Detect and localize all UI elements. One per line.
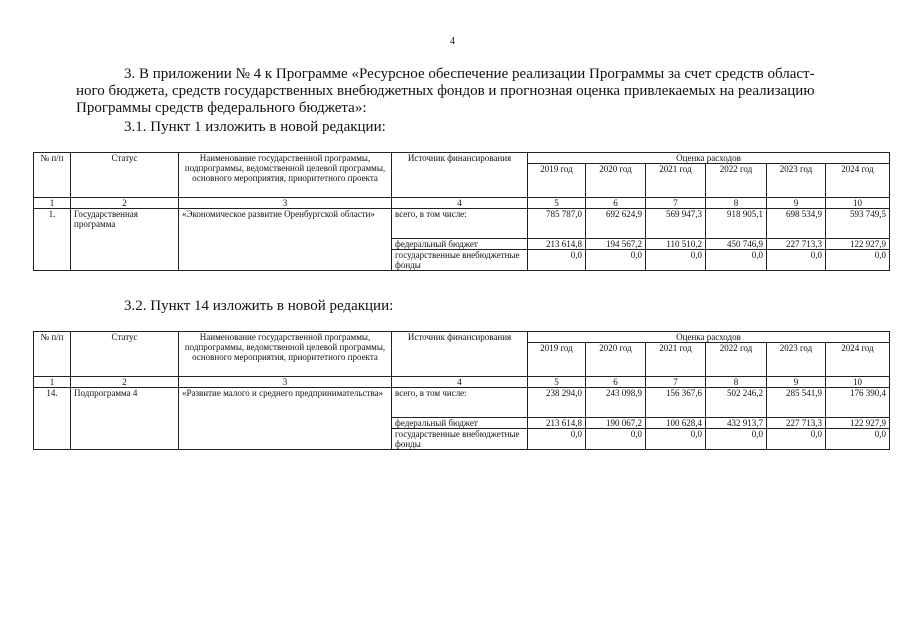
header-year-2023: 2023 год: [767, 343, 826, 377]
value-cell: 122 927,9: [826, 239, 890, 250]
value-cell: 213 614,8: [528, 418, 586, 429]
header-status: Статус: [71, 153, 179, 198]
col-number: 10: [826, 377, 890, 388]
value-cell: 0,0: [826, 250, 890, 271]
header-year-2019: 2019 год: [528, 343, 586, 377]
header-year-2020: 2020 год: [586, 343, 646, 377]
value-cell: 692 624,9: [586, 209, 646, 239]
col-number: 3: [179, 198, 392, 209]
value-cell: 0,0: [586, 429, 646, 450]
header-year-2022: 2022 год: [706, 164, 767, 198]
value-cell: 238 294,0: [528, 388, 586, 418]
value-cell: 0,0: [586, 250, 646, 271]
row-status: Подпрограмма 4: [71, 388, 179, 450]
value-cell: 502 246,2: [706, 388, 767, 418]
value-cell: 0,0: [528, 250, 586, 271]
col-number: 10: [826, 198, 890, 209]
value-cell: 176 390,4: [826, 388, 890, 418]
col-number: 4: [392, 198, 528, 209]
header-name: Наименование государственной программы, подпрограммы, ведомственной целевой программы, основного мероприятия, приоритетного проекта: [179, 153, 392, 198]
row-name: «Развитие малого и среднего предпринимательства»: [179, 388, 392, 450]
header-estimate: Оценка расходов: [528, 153, 890, 164]
col-number: 9: [767, 198, 826, 209]
intro-line-1: 3. В приложении № 4 к Программе «Ресурсное обеспечение реализации Программы за счет средств област-: [124, 66, 815, 82]
col-number: 4: [392, 377, 528, 388]
value-cell: 243 098,9: [586, 388, 646, 418]
value-cell: 432 913,7: [706, 418, 767, 429]
col-number: 3: [179, 377, 392, 388]
intro-line-2: ного бюджета, средств государственных внебюджетных фондов и прогнозная оценка привлекаемых на реализацию: [76, 83, 815, 99]
source-total: всего, в том числе:: [392, 388, 528, 418]
value-cell: 194 567,2: [586, 239, 646, 250]
value-cell: 100 628,4: [646, 418, 706, 429]
header-status: Статус: [71, 332, 179, 377]
section-3-1-heading: 3.1. Пункт 1 изложить в новой редакции:: [124, 119, 386, 135]
value-cell: 0,0: [767, 429, 826, 450]
header-num: № п/п: [34, 332, 71, 377]
value-cell: 156 367,6: [646, 388, 706, 418]
value-cell: 698 534,9: [767, 209, 826, 239]
row-name: «Экономическое развитие Оренбургской области»: [179, 209, 392, 271]
value-cell: 285 541,9: [767, 388, 826, 418]
col-number: 5: [528, 377, 586, 388]
header-name: Наименование государственной программы, подпрограммы, ведомственной целевой программы, основного мероприятия, приоритетного проекта: [179, 332, 392, 377]
value-cell: 593 749,5: [826, 209, 890, 239]
intro-line-3: Программы средств федерального бюджета»:: [76, 100, 367, 116]
value-cell: 190 067,2: [586, 418, 646, 429]
col-number: 7: [646, 377, 706, 388]
col-number: 2: [71, 377, 179, 388]
col-number: 1: [34, 198, 71, 209]
value-cell: 785 787,0: [528, 209, 586, 239]
value-cell: 227 713,3: [767, 418, 826, 429]
page-number: 4: [450, 36, 455, 47]
col-number: 8: [706, 377, 767, 388]
value-cell: 110 510,2: [646, 239, 706, 250]
section-3-2-heading: 3.2. Пункт 14 изложить в новой редакции:: [124, 298, 394, 314]
source-offbudget: государственные внебюджетные фонды: [392, 250, 528, 271]
value-cell: 918 905,1: [706, 209, 767, 239]
intro-paragraph: [76, 66, 836, 117]
col-number: 2: [71, 198, 179, 209]
header-year-2022: 2022 год: [706, 343, 767, 377]
source-total: всего, в том числе:: [392, 209, 528, 239]
col-number: 5: [528, 198, 586, 209]
header-year-2021: 2021 год: [646, 164, 706, 198]
budget-table-point-1: [33, 152, 890, 271]
value-cell: 0,0: [528, 429, 586, 450]
value-cell: 0,0: [646, 429, 706, 450]
value-cell: 569 947,3: [646, 209, 706, 239]
col-number: 6: [586, 377, 646, 388]
header-year-2021: 2021 год: [646, 343, 706, 377]
value-cell: 122 927,9: [826, 418, 890, 429]
col-number: 7: [646, 198, 706, 209]
row-num: 1.: [34, 209, 71, 271]
col-number: 6: [586, 198, 646, 209]
header-year-2024: 2024 год: [826, 164, 890, 198]
value-cell: 227 713,3: [767, 239, 826, 250]
row-num: 14.: [34, 388, 71, 450]
col-number: 9: [767, 377, 826, 388]
header-estimate: Оценка расходов: [528, 332, 890, 343]
source-offbudget: государственные внебюджетные фонды: [392, 429, 528, 450]
header-year-2020: 2020 год: [586, 164, 646, 198]
header-year-2024: 2024 год: [826, 343, 890, 377]
header-year-2023: 2023 год: [767, 164, 826, 198]
value-cell: 450 746,9: [706, 239, 767, 250]
value-cell: 0,0: [646, 250, 706, 271]
source-federal: федеральный бюджет: [392, 239, 528, 250]
source-federal: федеральный бюджет: [392, 418, 528, 429]
value-cell: 0,0: [767, 250, 826, 271]
header-num: № п/п: [34, 153, 71, 198]
header-source: Источник финансирования: [392, 332, 528, 377]
header-source: Источник финансирования: [392, 153, 528, 198]
row-status: Государственная программа: [71, 209, 179, 271]
col-number: 8: [706, 198, 767, 209]
value-cell: 0,0: [706, 429, 767, 450]
value-cell: 213 614,8: [528, 239, 586, 250]
value-cell: 0,0: [706, 250, 767, 271]
value-cell: 0,0: [826, 429, 890, 450]
budget-table-point-14: [33, 331, 890, 450]
header-year-2019: 2019 год: [528, 164, 586, 198]
col-number: 1: [34, 377, 71, 388]
